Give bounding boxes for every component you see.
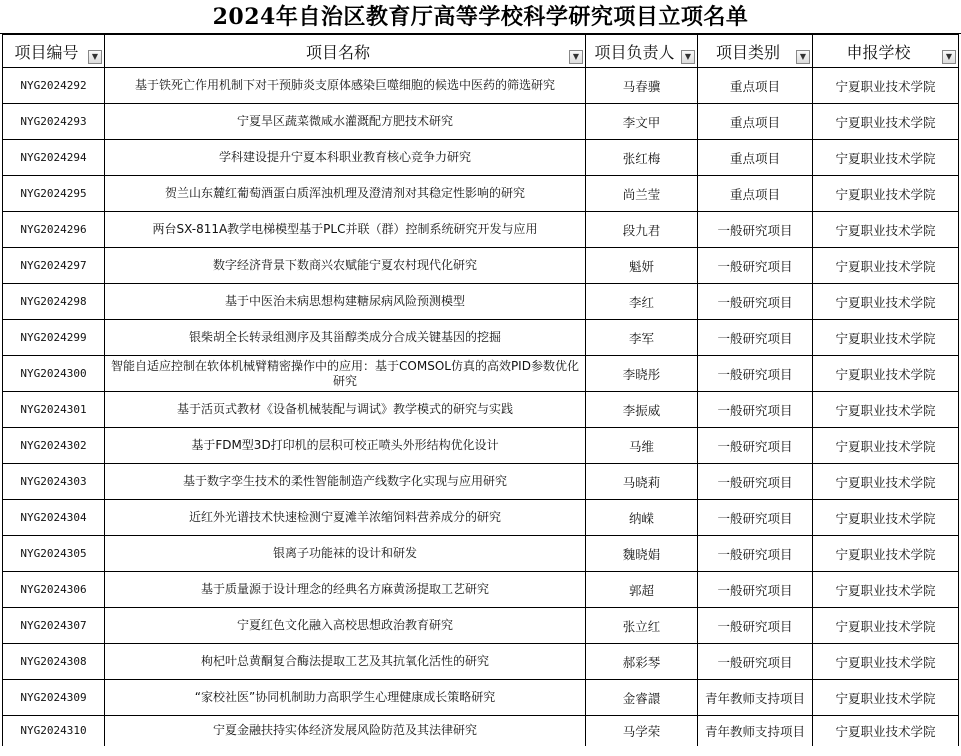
school-cell[interactable]: 宁夏职业技术学院 [813,572,959,608]
project-category-cell[interactable]: 一般研究项目 [698,212,813,248]
project-code-cell[interactable]: NYG2024297 [3,248,105,284]
table-row [3,464,959,500]
table-row [3,572,959,608]
school-cell[interactable]: 宁夏职业技术学院 [813,644,959,680]
project-name-cell[interactable]: 宁夏金融扶持实体经济发展风险防范及其法律研究 [105,716,586,746]
header-project-code [3,35,105,68]
project-name-cell[interactable]: 基于质量源于设计理念的经典名方麻黄汤提取工艺研究 [105,572,586,608]
project-code-cell[interactable]: NYG2024307 [3,608,105,644]
project-table [2,34,959,746]
project-leader-cell[interactable]: 李军 [586,320,698,356]
table-row [3,140,959,176]
school-cell[interactable]: 宁夏职业技术学院 [813,140,959,176]
sheet-title: 2024年自治区教育厅高等学校科学研究项目立项名单 [0,0,961,34]
project-code-cell[interactable]: NYG2024298 [3,284,105,320]
project-leader-cell[interactable]: 李晓彤 [586,356,698,392]
project-leader-cell[interactable]: 马晓莉 [586,464,698,500]
project-leader-cell[interactable]: 马春骥 [586,68,698,104]
project-category-cell[interactable]: 重点项目 [698,176,813,212]
table-row [3,212,959,248]
table-row [3,680,959,716]
header-row [3,35,959,68]
project-category-cell[interactable]: 一般研究项目 [698,608,813,644]
filter-dropdown-icon[interactable]: ▼ [796,50,810,64]
project-leader-cell[interactable]: 郝彩琴 [586,644,698,680]
project-code-cell[interactable]: NYG2024295 [3,176,105,212]
school-cell[interactable]: 宁夏职业技术学院 [813,284,959,320]
project-category-cell[interactable]: 青年教师支持项目 [698,716,813,746]
project-name-cell[interactable]: 近红外光谱技术快速检测宁夏滩羊浓缩饲料营养成分的研究 [105,500,586,536]
table-row [3,68,959,104]
project-name-cell[interactable]: 宁夏红色文化融入高校思想政治教育研究 [105,608,586,644]
project-code-cell[interactable]: NYG2024308 [3,644,105,680]
project-code-cell[interactable]: NYG2024310 [3,716,105,746]
table-body [3,68,959,746]
school-cell[interactable]: 宁夏职业技术学院 [813,392,959,428]
table-row [3,392,959,428]
header-project-name [105,35,586,68]
project-category-cell[interactable]: 重点项目 [698,140,813,176]
project-category-cell[interactable]: 青年教师支持项目 [698,680,813,716]
project-name-cell[interactable]: 基于中医治未病思想构建糖尿病风险预测模型 [105,284,586,320]
project-code-cell[interactable]: NYG2024309 [3,680,105,716]
project-code-cell[interactable]: NYG2024299 [3,320,105,356]
project-name-cell[interactable]: 基于活页式教材《设备机械装配与调试》教学模式的研究与实践 [105,392,586,428]
school-cell[interactable]: 宁夏职业技术学院 [813,680,959,716]
project-name-cell[interactable]: 基于FDM型3D打印机的层积可校正喷头外形结构优化设计 [105,428,586,464]
school-cell[interactable]: 宁夏职业技术学院 [813,428,959,464]
project-name-cell[interactable]: “家校社医”协同机制助力高职学生心理健康成长策略研究 [105,680,586,716]
filter-dropdown-icon[interactable]: ▼ [681,50,695,64]
header-label: 项目负责人 [594,42,675,62]
project-leader-cell[interactable]: 魁妍 [586,248,698,284]
table-row [3,608,959,644]
project-leader-cell[interactable]: 马维 [586,428,698,464]
project-name-cell[interactable]: 银离子功能袜的设计和研发 [105,536,586,572]
table-row [3,428,959,464]
project-leader-cell[interactable]: 张立红 [586,608,698,644]
filter-dropdown-icon[interactable]: ▼ [569,50,583,64]
project-code-cell[interactable]: NYG2024305 [3,536,105,572]
project-name-cell[interactable]: 基于数字孪生技术的柔性智能制造产线数字化实现与应用研究 [105,464,586,500]
project-code-cell[interactable]: NYG2024300 [3,356,105,392]
project-leader-cell[interactable]: 李文甲 [586,104,698,140]
project-name-cell[interactable]: 智能自适应控制在软体机械臂精密操作中的应用：基于COMSOL仿真的高效PID参数优化研究 [105,356,586,392]
project-category-cell[interactable]: 一般研究项目 [698,536,813,572]
project-category-cell[interactable]: 一般研究项目 [698,464,813,500]
project-category-cell[interactable]: 一般研究项目 [698,356,813,392]
header-label: 项目类别 [715,42,780,62]
project-code-cell[interactable]: NYG2024302 [3,428,105,464]
project-leader-cell[interactable]: 纳嵘 [586,500,698,536]
project-code-cell[interactable]: NYG2024296 [3,212,105,248]
project-category-cell[interactable]: 一般研究项目 [698,392,813,428]
table-row [3,716,959,746]
project-leader-cell[interactable]: 郭超 [586,572,698,608]
school-cell[interactable]: 宁夏职业技术学院 [813,716,959,746]
school-cell[interactable]: 宁夏职业技术学院 [813,464,959,500]
project-code-cell[interactable]: NYG2024292 [3,68,105,104]
header-label: 项目编号 [14,42,79,62]
table-row [3,176,959,212]
project-code-cell[interactable]: NYG2024304 [3,500,105,536]
project-leader-cell[interactable]: 段九君 [586,212,698,248]
project-category-cell[interactable]: 一般研究项目 [698,428,813,464]
school-cell[interactable]: 宁夏职业技术学院 [813,500,959,536]
project-name-cell[interactable]: 贺兰山东麓红葡萄酒蛋白质浑浊机理及澄清剂对其稳定性影响的研究 [105,176,586,212]
table-row [3,320,959,356]
project-category-cell[interactable]: 重点项目 [698,68,813,104]
project-category-cell[interactable]: 一般研究项目 [698,500,813,536]
project-name-cell[interactable]: 宁夏旱区蔬菜微咸水灌溉配方肥技术研究 [105,104,586,140]
school-cell[interactable]: 宁夏职业技术学院 [813,356,959,392]
table-row [3,500,959,536]
table-row [3,536,959,572]
project-name-cell[interactable]: 银柴胡全长转录组测序及其甾醇类成分合成关键基因的挖掘 [105,320,586,356]
project-category-cell[interactable]: 一般研究项目 [698,644,813,680]
project-code-cell[interactable]: NYG2024294 [3,140,105,176]
project-leader-cell[interactable]: 李红 [586,284,698,320]
table-row [3,356,959,392]
header-project-leader [586,35,698,68]
project-leader-cell[interactable]: 张红梅 [586,140,698,176]
filter-dropdown-icon[interactable]: ▼ [942,50,956,64]
table-row [3,644,959,680]
project-code-cell[interactable]: NYG2024306 [3,572,105,608]
school-cell[interactable]: 宁夏职业技术学院 [813,248,959,284]
project-category-cell[interactable]: 一般研究项目 [698,320,813,356]
project-code-cell[interactable]: NYG2024301 [3,392,105,428]
header-label: 申报学校 [846,42,911,62]
project-name-cell[interactable]: 枸杞叶总黄酮复合酶法提取工艺及其抗氧化活性的研究 [105,644,586,680]
project-code-cell[interactable]: NYG2024293 [3,104,105,140]
table-row [3,248,959,284]
project-name-cell[interactable]: 基于铁死亡作用机制下对干预肺炎支原体感染巨噬细胞的候选中医药的筛选研究 [105,68,586,104]
project-name-cell[interactable]: 数字经济背景下数商兴农赋能宁夏农村现代化研究 [105,248,586,284]
project-category-cell[interactable]: 一般研究项目 [698,284,813,320]
school-cell[interactable]: 宁夏职业技术学院 [813,608,959,644]
header-label: 项目名称 [305,42,370,62]
school-cell[interactable]: 宁夏职业技术学院 [813,536,959,572]
project-leader-cell[interactable]: 马学荣 [586,716,698,746]
school-cell[interactable]: 宁夏职业技术学院 [813,212,959,248]
project-leader-cell[interactable]: 尚兰莹 [586,176,698,212]
school-cell[interactable]: 宁夏职业技术学院 [813,104,959,140]
school-cell[interactable]: 宁夏职业技术学院 [813,68,959,104]
project-category-cell[interactable]: 一般研究项目 [698,248,813,284]
filter-dropdown-icon[interactable]: ▼ [88,50,102,64]
project-category-cell[interactable]: 重点项目 [698,104,813,140]
project-name-cell[interactable]: 两台SX-811A教学电梯模型基于PLC并联（群）控制系统研究开发与应用 [105,212,586,248]
project-leader-cell[interactable]: 李振威 [586,392,698,428]
project-code-cell[interactable]: NYG2024303 [3,464,105,500]
project-name-cell[interactable]: 学科建设提升宁夏本科职业教育核心竞争力研究 [105,140,586,176]
project-leader-cell[interactable]: 金睿譞 [586,680,698,716]
project-category-cell[interactable]: 一般研究项目 [698,572,813,608]
table-row [3,284,959,320]
project-leader-cell[interactable]: 魏晓娟 [586,536,698,572]
table-row [3,104,959,140]
header-school [813,35,959,68]
school-cell[interactable]: 宁夏职业技术学院 [813,320,959,356]
header-project-category [698,35,813,68]
school-cell[interactable]: 宁夏职业技术学院 [813,176,959,212]
